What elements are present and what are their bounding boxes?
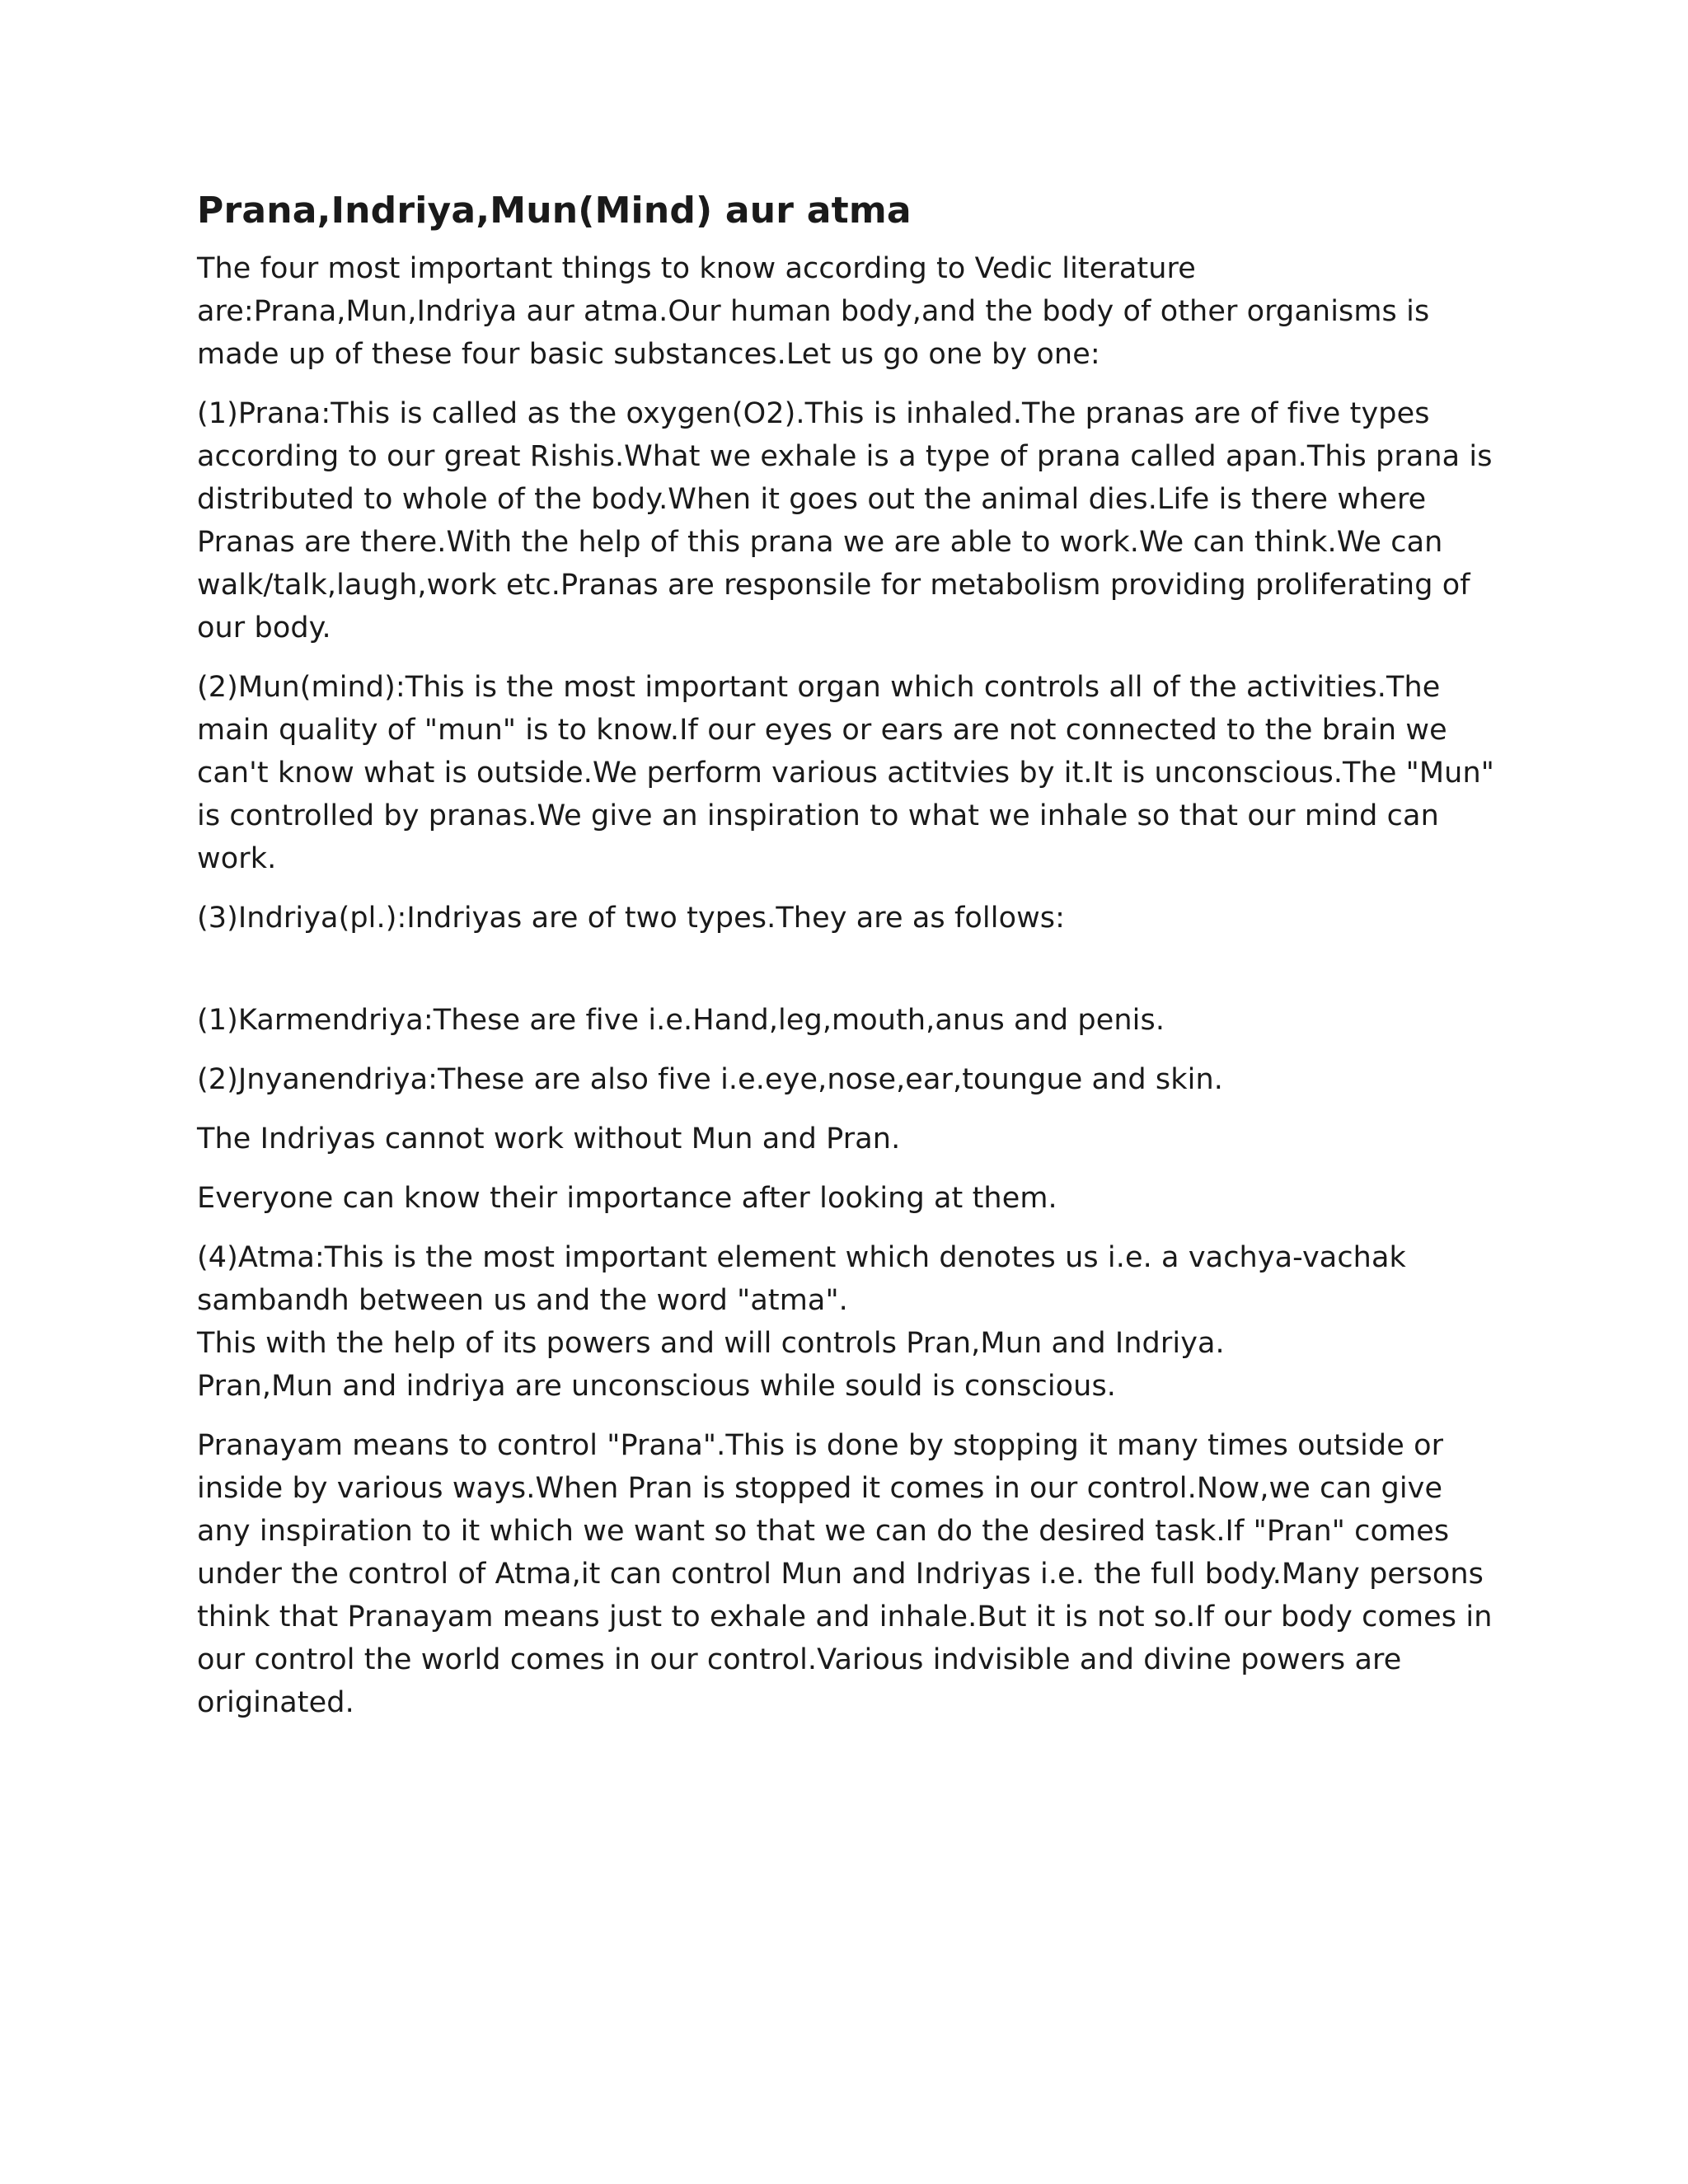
document-page xyxy=(197,186,1499,1741)
karmendriya-paragraph: (1)Karmendriya:These are five i.e.Hand,leg,mouth,anus and penis. xyxy=(197,1004,1165,1037)
importance-paragraph: Everyone can know their importance after looking at them. xyxy=(197,1182,1057,1215)
prana-paragraph: (1)Prana:This is called as the oxygen(O2).This is inhaled.The pranas are of five types according to our great Rishis.What we exhale is a type of prana called apan.This prana is distributed to whole of the body.When it goes out the animal dies.Life is there where Pranas are there.With the help of this prana we are able to work.We can think.We can walk/talk,laugh,work etc.Pranas are responsile for metabolism providing proliferating of our body. xyxy=(197,397,1493,644)
indriya-paragraph: (3)Indriya(pl.):Indriyas are of two types.They are as follows: xyxy=(197,902,1066,935)
atma-paragraph xyxy=(197,1236,1499,1408)
intro-paragraph: The four most important things to know according to Vedic literature are:Prana,Mun,Indriya aur atma.Our human body,and the body of other organisms is made up of these four basic substances.Let us go one by one: xyxy=(197,252,1430,371)
atma-line-1: (4)Atma:This is the most important element which denotes us i.e. a vachya-vachak sambandh between us and the word "atma". xyxy=(197,1241,1406,1317)
mun-paragraph: (2)Mun(mind):This is the most important organ which controls all of the activities.The main quality of "mun" is to know.If our eyes or ears are not connected to the brain we can't know what is outside.We perform various actitvies by it.It is unconscious.The "Mun" is controlled by pranas.We give an inspiration to what we inhale so that our mind can work. xyxy=(197,671,1494,875)
document-title: Prana,Indriya,Mun(Mind) aur atma xyxy=(197,190,912,232)
atma-line-3: Pran,Mun and indriya are unconscious while sould is conscious. xyxy=(197,1370,1117,1403)
pranayam-paragraph: Pranayam means to control "Prana".This is done by stopping it many times outside or inside by various ways.When Pran is stopped it comes in our control.Now,we can give any inspiration to it which we want so that we can do the desired task.If "Pran" comes under the control of Atma,it can control Mun and Indriyas i.e. the full body.Many persons think that Pranayam means just to exhale and inhale.But it is not so.If our body comes in our control the world comes in our control.Various indvisible and divine powers are originated. xyxy=(197,1429,1493,1719)
atma-line-2: This with the help of its powers and will controls Pran,Mun and Indriya. xyxy=(197,1327,1225,1360)
jnyanendriya-paragraph: (2)Jnyanendriya:These are also five i.e.eye,nose,ear,toungue and skin. xyxy=(197,1063,1223,1096)
indriya-note-paragraph: The Indriyas cannot work without Mun and Pran. xyxy=(197,1122,901,1155)
